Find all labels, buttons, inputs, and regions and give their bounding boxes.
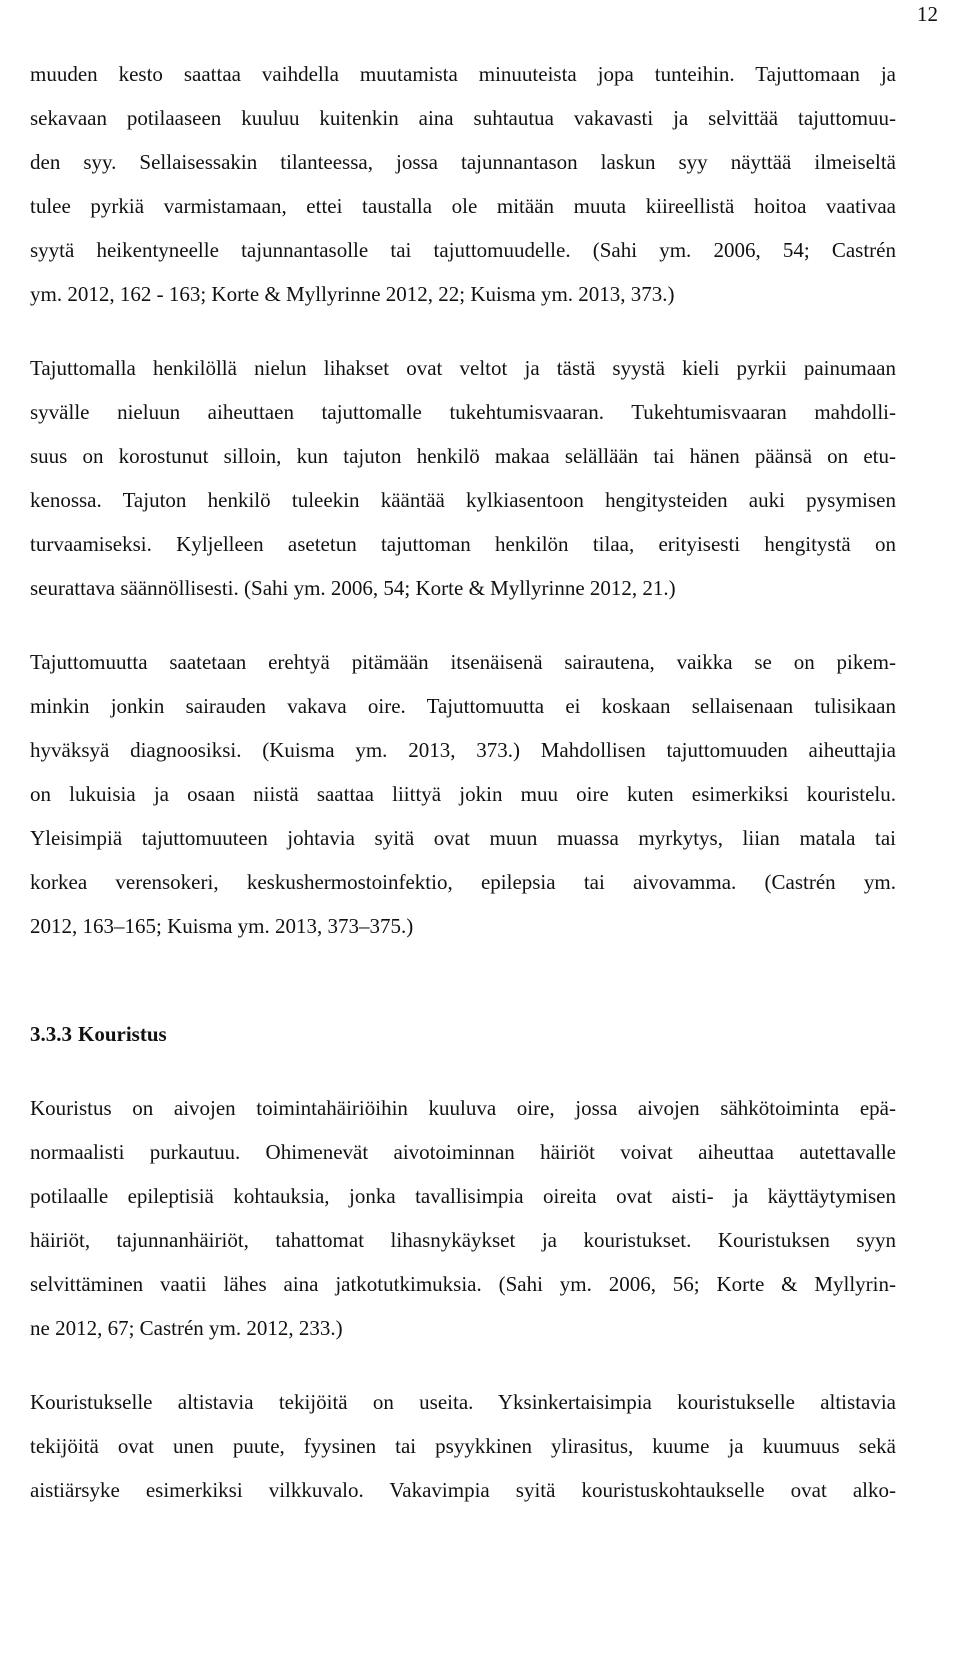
text-line: Yleisimpiä tajuttomuuteen johtavia syitä ovat muun muassa myrkytys, liian matala tai xyxy=(30,826,896,850)
paragraph-1 xyxy=(30,52,896,316)
text-line: suus on korostunut silloin, kun tajuton henkilö makaa selällään tai hänen päänsä on etu- xyxy=(30,444,896,468)
text-line: potilaalle epileptisiä kohtauksia, jonka tavallisimpia oireita ovat aisti- ja käyttäytymisen xyxy=(30,1184,896,1208)
document-body xyxy=(30,52,896,1512)
text-line: hyväksyä diagnoosiksi. (Kuisma ym. 2013, 373.) Mahdollisen tajuttomuuden aiheuttajia xyxy=(30,738,896,762)
text-line: ym. 2012, 162 - 163; Korte & Myllyrinne 2012, 22; Kuisma ym. 2013, 373.) xyxy=(30,282,675,306)
text-line: on lukuisia ja osaan niistä saattaa liittyä jokin muu oire kuten esimerkiksi kouristelu. xyxy=(30,782,896,806)
text-line: sekavaan potilaaseen kuuluu kuitenkin aina suhtautua vakavasti ja selvittää tajuttomuu- xyxy=(30,106,896,130)
text-line: aistiärsyke esimerkiksi vilkkuvalo. Vakavimpia syitä kouristuskohtaukselle ovat alko- xyxy=(30,1478,896,1502)
section-title: Kouristus xyxy=(78,1022,167,1046)
section-number: 3.3.3 xyxy=(30,1022,72,1046)
text-line: den syy. Sellaisessakin tilanteessa, jossa tajunnantason laskun syy näyttää ilmeiseltä xyxy=(30,150,896,174)
text-line: syvälle nieluun aiheuttaen tajuttomalle tukehtumisvaaran. Tukehtumisvaaran mahdolli- xyxy=(30,400,896,424)
paragraph-5 xyxy=(30,1380,896,1512)
text-line: seurattava säännöllisesti. (Sahi ym. 2006, 54; Korte & Myllyrinne 2012, 21.) xyxy=(30,576,676,600)
text-line: korkea verensokeri, keskushermostoinfektio, epilepsia tai aivovamma. (Castrén ym. xyxy=(30,870,896,894)
text-line: selvittäminen vaatii lähes aina jatkotutkimuksia. (Sahi ym. 2006, 56; Korte & Myllyrin- xyxy=(30,1272,896,1296)
text-line: tulee pyrkiä varmistamaan, ettei taustalla ole mitään muuta kiireellistä hoitoa vaativaa xyxy=(30,194,896,218)
text-line: Tajuttomalla henkilöllä nielun lihakset ovat veltot ja tästä syystä kieli pyrkii painumaan xyxy=(30,356,896,380)
text-line: 2012, 163–165; Kuisma ym. 2013, 373–375.) xyxy=(30,914,414,938)
text-line: ne 2012, 67; Castrén ym. 2012, 233.) xyxy=(30,1316,343,1340)
text-line: turvaamiseksi. Kyljelleen asetetun tajuttoman henkilön tilaa, erityisesti hengitystä on xyxy=(30,532,896,556)
paragraph-4 xyxy=(30,1086,896,1350)
text-line: Kouristus on aivojen toimintahäiriöihin kuuluva oire, jossa aivojen sähkötoiminta epä- xyxy=(30,1096,896,1120)
paragraph-3 xyxy=(30,640,896,948)
section-heading xyxy=(30,1012,896,1056)
text-line: kenossa. Tajuton henkilö tuleekin kääntää kylkiasentoon hengitysteiden auki pysymisen xyxy=(30,488,896,512)
text-line: häiriöt, tajunnanhäiriöt, tahattomat lihasnykäykset ja kouristukset. Kouristuksen syyn xyxy=(30,1228,896,1252)
page-number: 12 xyxy=(917,2,938,26)
text-line: tekijöitä ovat unen puute, fyysinen tai psyykkinen ylirasitus, kuume ja kuumuus sekä xyxy=(30,1434,896,1458)
text-line: syytä heikentyneelle tajunnantasolle tai tajuttomuudelle. (Sahi ym. 2006, 54; Castrén xyxy=(30,238,896,262)
text-line: minkin jonkin sairauden vakava oire. Tajuttomuutta ei koskaan sellaisenaan tulisikaan xyxy=(30,694,896,718)
paragraph-2 xyxy=(30,346,896,610)
text-line: Kouristukselle altistavia tekijöitä on useita. Yksinkertaisimpia kouristukselle altistavia xyxy=(30,1390,896,1414)
text-line: normaalisti purkautuu. Ohimenevät aivotoiminnan häiriöt voivat aiheuttaa autettavalle xyxy=(30,1140,896,1164)
text-line: Tajuttomuutta saatetaan erehtyä pitämään itsenäisenä sairautena, vaikka se on pikem- xyxy=(30,650,896,674)
text-line: muuden kesto saattaa vaihdella muutamista minuuteista jopa tunteihin. Tajuttomaan ja xyxy=(30,62,896,86)
